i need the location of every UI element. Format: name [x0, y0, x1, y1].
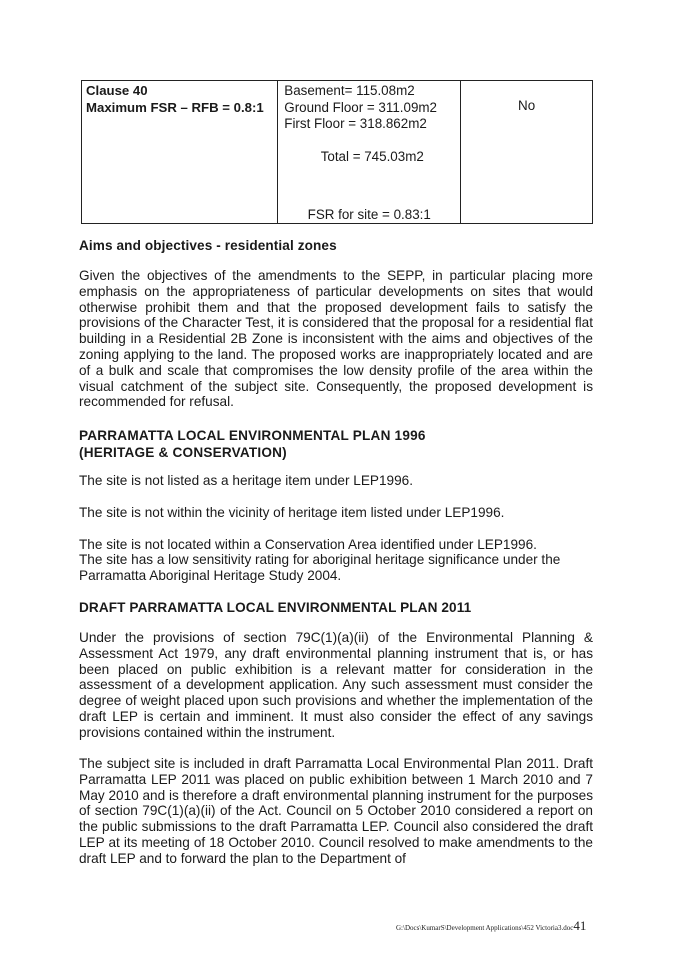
compliance-value: No — [518, 98, 536, 113]
lep1996-heading — [79, 427, 426, 461]
aboriginal-study-text: Parramatta Aboriginal Heritage Study 2004. — [79, 568, 342, 583]
lep1996-heading-line1: PARRAMATTA LOCAL ENVIRONMENTAL PLAN 1996 — [79, 428, 426, 443]
aims-heading: Aims and objectives - residential zones — [79, 238, 337, 253]
footer-file-path: G:\Docs\KumarS\Development Applications\452 Victoria3.doc — [396, 924, 574, 932]
draft-lep-paragraph-1: Under the provisions of section 79C(1)(a)(ii) of the Environmental Planning & Assessment Act 1979, any draft environmental planning instrument that is, or has been placed on public exhibition is a relevant matter for consideration in the assessment of a development application. Any such assessment must consider the degree of weight placed upon such provisions and whether the implementation of the draft LEP is certain and imminent. It must also consider the effect of any savings provisions contained within the instrument. — [79, 630, 593, 740]
aboriginal-sensitivity-text: The site has a low sensitivity rating for aboriginal heritage significance under the — [79, 552, 561, 567]
heritage-item-text: The site is not listed as a heritage item under LEP1996. — [79, 473, 413, 488]
clause-title: Clause 40 — [86, 83, 148, 98]
clause-subtitle: Maximum FSR – RFB = 0.8:1 — [86, 100, 264, 115]
calculation-cell — [278, 81, 461, 224]
heritage-vicinity-text: The site is not within the vicinity of heritage item listed under LEP1996. — [79, 505, 505, 520]
site-fsr: FSR for site = 0.83:1 — [307, 207, 431, 222]
footer — [396, 918, 586, 934]
table-row — [82, 81, 593, 224]
aims-paragraph: Given the objectives of the amendments to the SEPP, in particular placing more emphasis on the appropriateness of particular developments on sites that would otherwise prohibit them and that the proposed development fails to satisfy the provisions of the Character Test, it is considered that the proposal for a residential flat building in a Residential 2B Zone is inconsistent with the aims and objectives of the zoning applying to the land. The proposed works are inappropriately located and are of a bulk and scale that compromises the low density profile of the area within the visual catchment of the subject site. Consequently, the proposed development is recommended for refusal. — [79, 268, 593, 410]
fsr-compliance-table — [81, 80, 593, 224]
draft-lep-2011-heading: DRAFT PARRAMATTA LOCAL ENVIRONMENTAL PLAN 2011 — [79, 600, 472, 615]
clause-cell — [82, 81, 278, 224]
ground-floor-area: Ground Floor = 311.09m2 — [284, 99, 437, 115]
first-floor-area: First Floor = 318.862m2 — [284, 116, 427, 131]
page-number: 41 — [573, 918, 587, 933]
conservation-area-text: The site is not located within a Conservation Area identified under LEP1996. — [79, 537, 537, 552]
total-area: Total = 745.03m2 — [320, 148, 424, 164]
compliance-cell — [461, 81, 593, 224]
lep1996-heading-line2: (HERITAGE & CONSERVATION) — [79, 445, 287, 460]
basement-area: Basement= 115.08m2 — [284, 83, 415, 98]
draft-lep-paragraph-2: The subject site is included in draft Parramatta Local Environmental Plan 2011. Draft Parramatta LEP 2011 was placed on public exhibition between 1 March 2010 and 7 May 2010 and is therefore a draft environmental planning instrument for the purposes of section 79C(1)(a)(ii) of the Act. Council on 5 October 2010 considered a report on the public submissions to the draft Parramatta LEP. Council also considered the draft LEP at its meeting of 18 October 2010. Council resolved to make amendments to the draft LEP and to forward the plan to the Department of — [79, 756, 593, 866]
